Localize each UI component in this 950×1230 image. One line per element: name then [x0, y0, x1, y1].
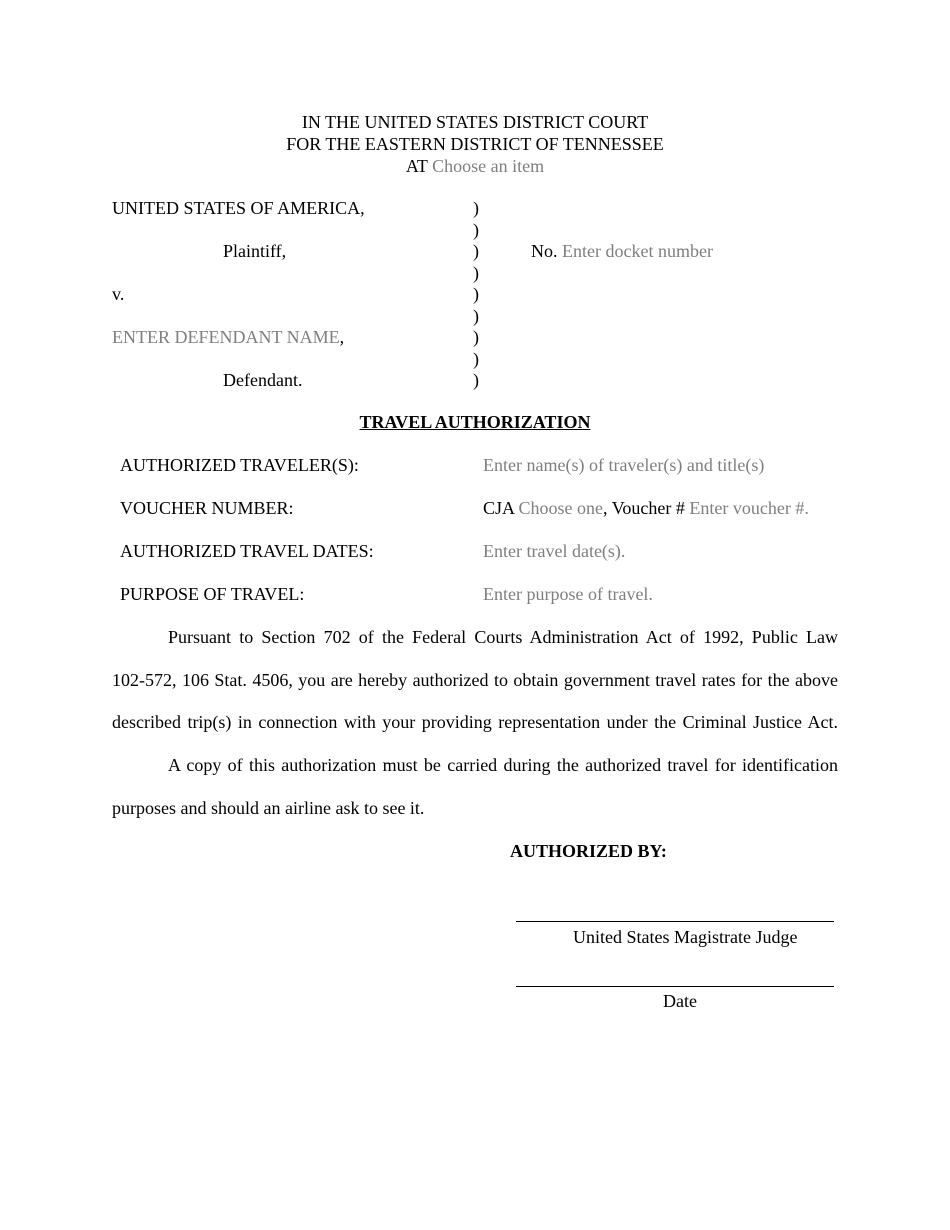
travel-dates-field[interactable]: Enter travel date(s). — [483, 541, 626, 561]
date-signature-line[interactable] — [516, 986, 834, 987]
paragraph-1-line-2: 102-572, 106 Stat. 4506, you are hereby authorized to obtain government travel rates for the above — [112, 670, 838, 690]
voucher-hash-label: Voucher # — [611, 498, 685, 518]
caption-paren: ) — [473, 284, 479, 304]
defendant-comma: , — [339, 327, 345, 347]
voucher-number-field[interactable]: Enter voucher #. — [689, 498, 809, 518]
judge-title: United States Magistrate Judge — [573, 927, 798, 947]
caption-paren: ) — [473, 370, 479, 390]
caption-paren: ) — [473, 306, 479, 326]
document-title: TRAVEL AUTHORIZATION — [359, 412, 591, 432]
location-dropdown[interactable]: Choose an item — [432, 156, 545, 176]
voucher-separator: , — [603, 498, 608, 518]
plaintiff-role: Plaintiff, — [223, 241, 287, 261]
paragraph-1-line-3: described trip(s) in connection with your providing representation under the Criminal Justice Act. — [112, 712, 838, 732]
paragraph-2-line-1: A copy of this authorization must be carried during the authorized travel for identification — [168, 755, 838, 775]
versus: v. — [112, 284, 125, 304]
plaintiff-name: UNITED STATES OF AMERICA, — [112, 198, 365, 218]
voucher-label: VOUCHER NUMBER: — [120, 498, 294, 518]
caption-paren: ) — [473, 263, 479, 283]
caption-paren: ) — [473, 327, 479, 347]
dates-label: AUTHORIZED TRAVEL DATES: — [120, 541, 374, 561]
caption-paren: ) — [473, 220, 479, 240]
purpose-label: PURPOSE OF TRAVEL: — [120, 584, 305, 604]
traveler-label: AUTHORIZED TRAVELER(S): — [120, 455, 359, 475]
paragraph-1-line-1: Pursuant to Section 702 of the Federal Courts Administration Act of 1992, Public Law — [168, 627, 838, 647]
paragraph-2-line-2: purposes and should an airline ask to see it. — [112, 798, 425, 818]
date-label: Date — [663, 991, 697, 1011]
docket-label: No. — [531, 241, 558, 261]
purpose-field[interactable]: Enter purpose of travel. — [483, 584, 653, 604]
defendant-role: Defendant. — [223, 370, 303, 390]
caption-paren: ) — [473, 198, 479, 218]
voucher-line — [483, 498, 809, 520]
caption-paren: ) — [473, 241, 479, 261]
defendant-line — [112, 327, 344, 349]
judge-signature-line[interactable] — [516, 921, 834, 922]
docket-line — [531, 241, 713, 263]
defendant-name-field[interactable]: ENTER DEFENDANT NAME — [112, 327, 340, 347]
caption-paren: ) — [473, 349, 479, 369]
court-name-line1: IN THE UNITED STATES DISTRICT COURT — [301, 112, 649, 132]
traveler-field[interactable]: Enter name(s) of traveler(s) and title(s) — [483, 455, 765, 475]
court-location-line — [0, 156, 950, 178]
cja-type-dropdown[interactable]: Choose one — [518, 498, 604, 518]
at-label: AT — [405, 156, 428, 176]
docket-number-field[interactable]: Enter docket number — [562, 241, 713, 261]
court-name-line2: FOR THE EASTERN DISTRICT OF TENNESSEE — [286, 134, 664, 154]
authorized-by-heading: AUTHORIZED BY: — [510, 841, 667, 861]
cja-label: CJA — [483, 498, 515, 518]
